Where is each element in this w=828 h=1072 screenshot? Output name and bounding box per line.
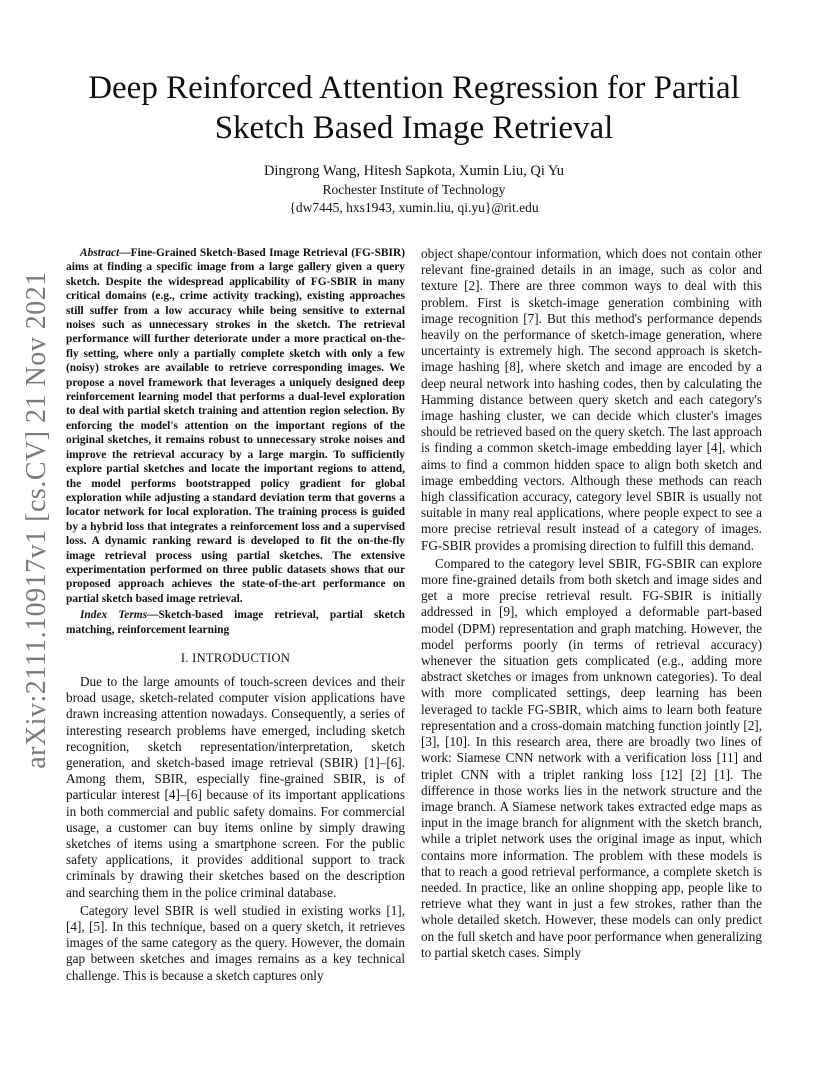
body-paragraph: Category level SBIR is well studied in existing works [1], [4], [5]. In this technique, based on a query sketch, it retrieves images of the same category as the query. However, the domain gap between sketches and images remains as a key technical challenge. This is because a sketch captures only bbox=[66, 902, 405, 983]
arxiv-identifier bbox=[14, 271, 60, 769]
author-list: Dingrong Wang, Hitesh Sapkota, Xumin Liu, Qi Yu bbox=[263, 163, 565, 179]
body-paragraph: Compared to the category level SBIR, FG-SBIR can explore more fine-grained details from both sketch and image sides and get a more precise retrieval result. FG-SBIR is initially addressed in [9], which employed a deformable part-based model (DPM) representation and graph matching. However, the model performs poorly (in terms of retrieval accuracy) whenever the situation gets complicated (e.g., adding more abstract sketches or images from unknown categories). To deal with more complicated settings, deep learning has been leveraged to tackle FG-SBIR, which aims to learn both feature representation and a cross-domain matching function jointly [2], [3], [10]. In this research area, there are broadly two lines of work: Siamese CNN network with a verification loss [11] and triplet CNN with a triplet ranking loss [12] [2] [1]. The difference in those works lies in the network structure and the image branch. A Siamese network takes extracted edge maps as input in the image branch for alignment with the sketch branch, while a triplet network uses the original image as input, which contains more information. The problem with these models is that to reach a good retrieval performance, a complete sketch is needed. In practice, like an online shopping app, people like to retrieve what they want in just a few strokes, rather than the whole detailed sketch. However, these models can only predict on the full sketch and have poor performance when generalizing to partial sketch cases. Simply bbox=[421, 555, 762, 960]
index-terms-text: —Sketch-based image retrieval, partial sketch matching, reinforcement learning bbox=[66, 609, 405, 636]
arxiv-id-text: arXiv:2111.10917v1 [cs.CV] 21 Nov 2021 bbox=[21, 271, 53, 769]
affiliation: Rochester Institute of Technology bbox=[322, 182, 506, 197]
body-paragraph: object shape/contour information, which does not contain other relevant fine-grained details in an image, such as color and texture [2]. There are three common ways to deal with this problem. First is sketch-image generation combining with image recognition [7]. But this method's performance depends heavily on the performance of sketch-image generation, where uncertainty is extremely high. The second approach is sketch-image hashing [8], where sketch and image are encoded by a deep neural network into hashing codes, then by calculating the Hamming distance between query sketch and each category's image hashing cluster, we can decide which cluster's images should be retrieved based on the query sketch. The last approach is finding a common sketch-image embedding layer [4], which aims to find a common hidden space to align both sketch and image embedding vectors. Although these methods can reach high classification accuracy, category level SBIR is usually not suitable in many real applications, where people expect to see a more precise retrieval result instead of a category of images. FG-SBIR provides a promising direction to fulfill this demand. bbox=[421, 246, 762, 553]
paper-title: Deep Reinforced Attention Regression for Partial Sketch Based Image Retrieval bbox=[88, 70, 740, 146]
abstract bbox=[66, 246, 405, 606]
index-terms bbox=[66, 608, 405, 637]
abstract-label: Abstract bbox=[80, 247, 120, 259]
index-terms-label: Index Terms bbox=[80, 609, 148, 622]
left-column bbox=[66, 246, 405, 984]
author-emails: {dw7445, hxs1943, xumin.liu, qi.yu}@rit.edu bbox=[289, 200, 539, 215]
section-heading-introduction: I. INTRODUCTION bbox=[180, 650, 291, 665]
right-column bbox=[421, 246, 762, 961]
abstract-text: —Fine-Grained Sketch-Based Image Retrieval (FG-SBIR) aims at finding a specific image from a large gallery given a query sketch. Despite the widespread applicability of FG-SBIR in many critical domains (e.g., crime activity tracking), existing approaches still suffer from a low accuracy while being sensitive to external noises such as unnecessary strokes in the sketch. The retrieval performance will further deteriorate under a more practical on-the-fly setting, where only a partially complete sketch with only a few (noisy) strokes are available to retrieve corresponding images. We propose a novel framework that leverages a uniquely designed deep reinforcement learning model that performs a dual-level exploration to deal with partial sketch training and attention region selection. By enforcing the model's attention on the important regions of the original sketches, it remains robust to unnecessary stroke noises and improve the retrieval accuracy by a large margin. To sufficiently explore partial sketches and locate the important regions to attend, the model performs bootstrapped policy gradient for global exploration while adjusting a standard deviation term that governs a locator network for local exploration. The training process is guided by a hybrid loss that integrates a reinforcement loss and a supervised loss. A dynamic ranking reward is developed to fit the on-the-fly image retrieval process using partial sketches. The extensive experimentation performed on three public datasets shows that our proposed approach achieves the state-of-the-art performance on partial sketch based image retrieval. bbox=[66, 247, 405, 605]
body-paragraph: Due to the large amounts of touch-screen devices and their broad usage, sketch-related computer vision applications have drawn increasing attention nowadays. Consequently, a series of interesting research problems have emerged, including sketch recognition, sketch representation/interpretation, sketch generation, and sketch-based image retrieval (SBIR) [1]–[6]. Among them, SBIR, especially fine-grained SBIR, is of particular interest [4]–[6] because of its important applications in both commercial and public safety domains. For commercial usage, a customer can buy items online by simply drawing sketches of items using a smartphone screen. For the public safety applications, it provides additional support to track criminals by drawing their sketches based on the description and searching them in the police criminal database. bbox=[66, 673, 405, 900]
